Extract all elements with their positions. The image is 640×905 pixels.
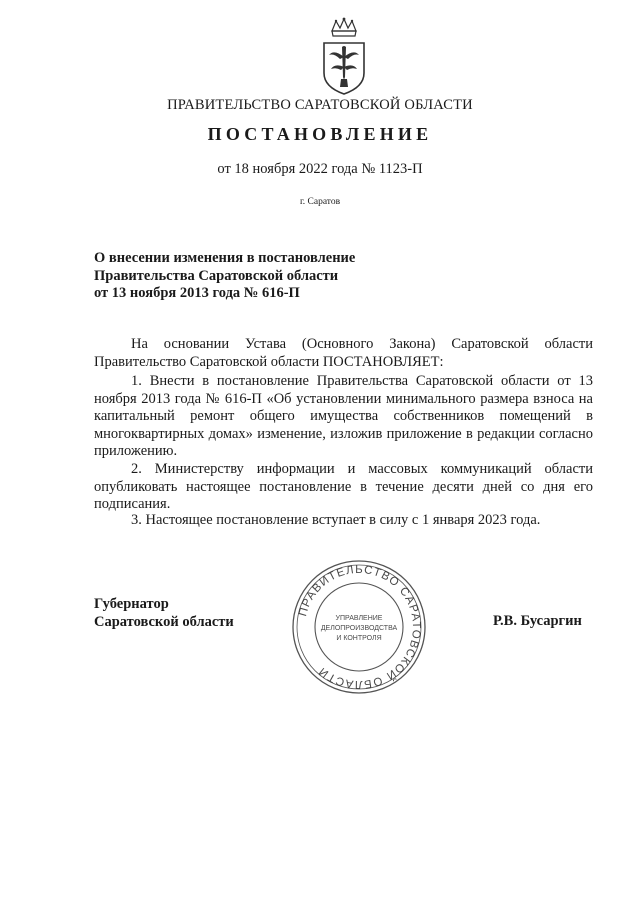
preamble-paragraph [94,336,593,371]
preamble-line: На основании Устава (Основного Закона) Саратовской области [131,336,593,352]
signatory-title [94,596,234,631]
subject-line: от 13 ноября 2013 года № 616-П [94,285,300,301]
document-date-number: от 18 ноября 2022 года № 1123-П [217,161,423,177]
signatory-name: Р.В. Бусаргин [493,613,582,629]
subject-line: О внесении изменения в постановление [94,250,356,266]
official-seal-stamp [290,558,428,696]
signatory-title-line: Губернатор [94,596,169,612]
government-name: ПРАВИТЕЛЬСТВО САРАТОВСКОЙ ОБЛАСТИ [167,97,473,113]
clause-3: 3. Настоящее постановление вступает в силу с 1 января 2023 года. [131,512,541,528]
document-type: ПОСТАНОВЛЕНИЕ [207,124,433,144]
svg-text:УПРАВЛЕНИЕ: УПРАВЛЕНИЕ [335,615,383,622]
coat-of-arms-icon [318,17,370,97]
signatory-title-line: Саратовской области [94,613,234,630]
subject-line: Правительства Саратовской области [94,267,339,284]
document-subject [94,250,424,303]
svg-text:ДЕЛОПРОИЗВОДСТВА: ДЕЛОПРОИЗВОДСТВА [320,625,398,632]
document-city: г. Саратов [299,197,341,207]
preamble-line: Правительство Саратовской области ПОСТАНОВЛЯЕТ: [94,353,444,370]
clause-1: 1. Внести в постановление Правительства Саратовской области от 13 ноября 2013 года № 616-П «Об установлении минимального размера взноса на капитальный ремонт общего имущества собственников помещений в многоквартирных домах» изменение, изложив приложение в редакции согласно приложению. [94,373,593,459]
svg-text:И КОНТРОЛЯ: И КОНТРОЛЯ [336,635,382,642]
svg-text:ПРАВИТЕЛЬСТВО САРАТОВСКОЙ ОБЛА: ПРАВИТЕЛЬСТВО САРАТОВСКОЙ ОБЛАСТИ [297,563,423,691]
clause-2: 2. Министерству информации и массовых коммуникаций области опубликовать настоящее постановление в течение десяти дней со дня его подписания. [94,461,593,512]
